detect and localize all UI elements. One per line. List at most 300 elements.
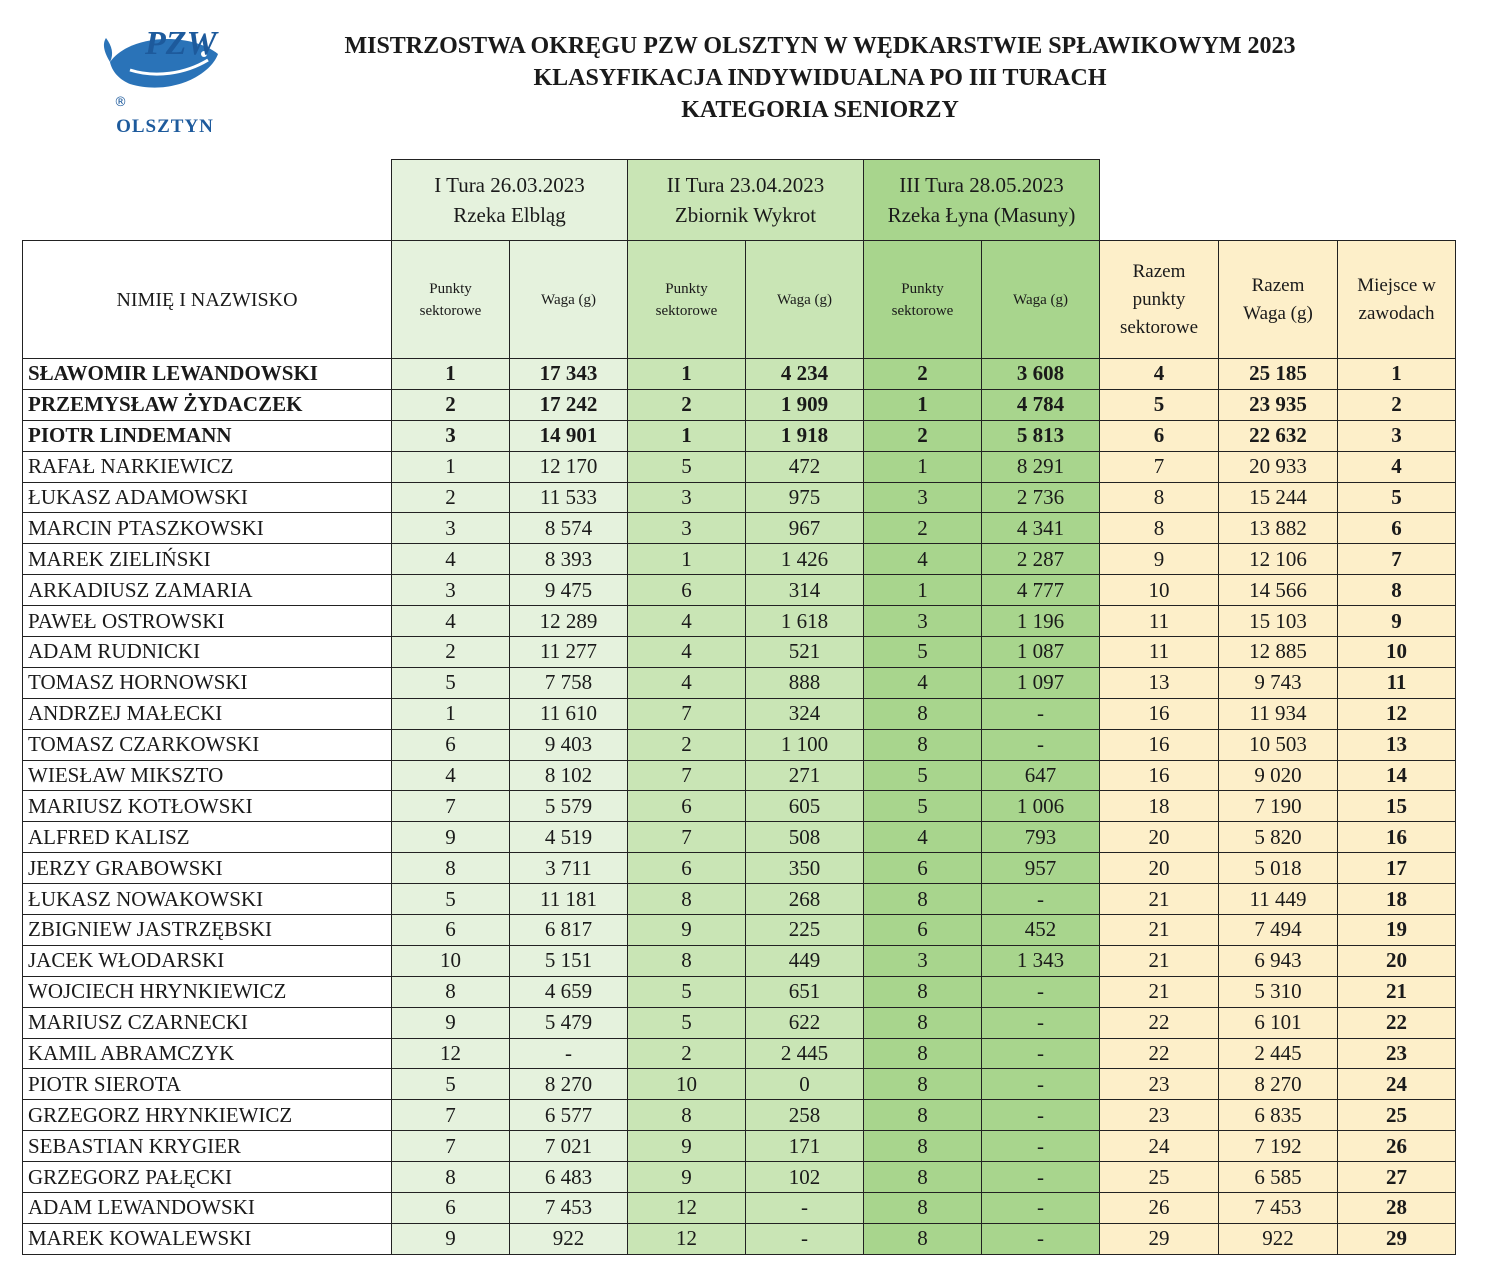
- tour-2-points: 3: [628, 482, 746, 513]
- total-points-header: Razem punkty sektorowe: [1100, 241, 1219, 359]
- total-weight: 6 835: [1219, 1100, 1338, 1131]
- place: 24: [1338, 1069, 1456, 1100]
- total-weight: 7 453: [1219, 1193, 1338, 1224]
- competitor-name: SŁAWOMIR LEWANDOWSKI: [23, 359, 392, 390]
- total-points: 22: [1100, 1007, 1219, 1038]
- table-row: [23, 1100, 1456, 1131]
- table-row: [23, 637, 1456, 668]
- table-row: [23, 698, 1456, 729]
- document-title: [250, 30, 1390, 126]
- tour-3-points: 8: [864, 1131, 982, 1162]
- tour-3-points: 2: [864, 513, 982, 544]
- total-weight: 9 743: [1219, 667, 1338, 698]
- tour-3-weight: 4 341: [982, 513, 1100, 544]
- tour-3-weight: 452: [982, 915, 1100, 946]
- total-points: 6: [1100, 420, 1219, 451]
- total-weight: 922: [1219, 1223, 1338, 1254]
- total-points: 16: [1100, 760, 1219, 791]
- total-weight: 22 632: [1219, 420, 1338, 451]
- tour-1-weight: 6 483: [510, 1162, 628, 1193]
- place: 19: [1338, 915, 1456, 946]
- table-row: [23, 1131, 1456, 1162]
- tour-2-points: 12: [628, 1193, 746, 1224]
- tour-1-header: I Tura 26.03.2023 Rzeka Elbląg: [392, 160, 628, 241]
- tour-3-points: 1: [864, 575, 982, 606]
- table-row: [23, 482, 1456, 513]
- fish-icon: [100, 14, 230, 114]
- tour-1-weight: 8 270: [510, 1069, 628, 1100]
- competitor-name: ZBIGNIEW JASTRZĘBSKI: [23, 915, 392, 946]
- tour-1-weight: 17 242: [510, 389, 628, 420]
- table-row: [23, 359, 1456, 390]
- place: 22: [1338, 1007, 1456, 1038]
- logo-city: OLSZTYN: [116, 116, 214, 137]
- results-table: [22, 159, 1456, 1255]
- total-points: 10: [1100, 575, 1219, 606]
- place: 14: [1338, 760, 1456, 791]
- total-points: 23: [1100, 1069, 1219, 1100]
- tour-1-weight: 9 403: [510, 729, 628, 760]
- place: 20: [1338, 945, 1456, 976]
- place: 27: [1338, 1162, 1456, 1193]
- total-weight: 6 585: [1219, 1162, 1338, 1193]
- tour-2-weight: 472: [746, 451, 864, 482]
- tour-2-weight: 225: [746, 915, 864, 946]
- competitor-name: SEBASTIAN KRYGIER: [23, 1131, 392, 1162]
- table-row: [23, 976, 1456, 1007]
- tour-1-points: 2: [392, 389, 510, 420]
- competitor-name: MARIUSZ KOTŁOWSKI: [23, 791, 392, 822]
- tour-2-points: 1: [628, 420, 746, 451]
- tour-3-weight: -: [982, 1223, 1100, 1254]
- tour-1-weight: 6 577: [510, 1100, 628, 1131]
- tour-3-points: 6: [864, 915, 982, 946]
- tour-3-weight: -: [982, 1038, 1100, 1069]
- tour-2-weight: 314: [746, 575, 864, 606]
- table-row: [23, 420, 1456, 451]
- tour-3-points: 8: [864, 976, 982, 1007]
- registered-mark: ®: [114, 95, 127, 110]
- total-points: 13: [1100, 667, 1219, 698]
- tour-3-weight: 793: [982, 822, 1100, 853]
- tour-3-points: 1: [864, 451, 982, 482]
- total-points: 9: [1100, 544, 1219, 575]
- total-points: 5: [1100, 389, 1219, 420]
- tour-2-points: 2: [628, 729, 746, 760]
- tour-3-weight: 2 736: [982, 482, 1100, 513]
- place: 7: [1338, 544, 1456, 575]
- competitor-name: MARCIN PTASZKOWSKI: [23, 513, 392, 544]
- table-row: [23, 451, 1456, 482]
- tour-3-points: 8: [864, 1007, 982, 1038]
- tour-2-weight: 622: [746, 1007, 864, 1038]
- tour-3-weight: -: [982, 1131, 1100, 1162]
- tour-3-weight: -: [982, 884, 1100, 915]
- tour-2-weight: 0: [746, 1069, 864, 1100]
- tour-1-points-header: Punkty sektorowe: [392, 241, 510, 359]
- tour-1-weight: 8 102: [510, 760, 628, 791]
- table-row: [23, 667, 1456, 698]
- competitor-name: ADAM RUDNICKI: [23, 637, 392, 668]
- table-row: [23, 1193, 1456, 1224]
- competitor-name: RAFAŁ NARKIEWICZ: [23, 451, 392, 482]
- tour-2-points: 10: [628, 1069, 746, 1100]
- tour-2-weight: 324: [746, 698, 864, 729]
- table-row: [23, 606, 1456, 637]
- place: 6: [1338, 513, 1456, 544]
- tour-2-points: 2: [628, 1038, 746, 1069]
- tour-3-points: 8: [864, 1069, 982, 1100]
- total-points: 29: [1100, 1223, 1219, 1254]
- tour-1-weight: 7 453: [510, 1193, 628, 1224]
- table-row: [23, 1007, 1456, 1038]
- place: 17: [1338, 853, 1456, 884]
- total-weight: 7 190: [1219, 791, 1338, 822]
- tour-1-points: 5: [392, 1069, 510, 1100]
- tour-2-weight: 4 234: [746, 359, 864, 390]
- tour-1-points: 8: [392, 1162, 510, 1193]
- tour-1-weight: 6 817: [510, 915, 628, 946]
- tour-2-weight: 605: [746, 791, 864, 822]
- tour-1-points: 7: [392, 1131, 510, 1162]
- tour-3-weight: 8 291: [982, 451, 1100, 482]
- tour-3-points-header: Punkty sektorowe: [864, 241, 982, 359]
- tour-2-weight: 1 909: [746, 389, 864, 420]
- tour-2-points: 4: [628, 667, 746, 698]
- tour-3-weight: -: [982, 1162, 1100, 1193]
- tour-1-weight: 5 479: [510, 1007, 628, 1038]
- tour-2-points: 8: [628, 945, 746, 976]
- total-weight: 13 882: [1219, 513, 1338, 544]
- total-points: 25: [1100, 1162, 1219, 1193]
- total-points: 21: [1100, 976, 1219, 1007]
- tour-1-weight: 8 574: [510, 513, 628, 544]
- tour-3-points: 8: [864, 1193, 982, 1224]
- total-weight: 9 020: [1219, 760, 1338, 791]
- tour-2-weight: 350: [746, 853, 864, 884]
- total-points: 8: [1100, 513, 1219, 544]
- table-row: [23, 1069, 1456, 1100]
- total-points: 23: [1100, 1100, 1219, 1131]
- name-column-header: NIMIĘ I NAZWISKO: [23, 241, 392, 359]
- tour-2-points: 4: [628, 606, 746, 637]
- total-weight: 6 101: [1219, 1007, 1338, 1038]
- tour-1-points: 9: [392, 1223, 510, 1254]
- tour-2-points: 6: [628, 791, 746, 822]
- tour-3-weight: -: [982, 1193, 1100, 1224]
- tour-2-points: 5: [628, 451, 746, 482]
- tour-1-points: 4: [392, 544, 510, 575]
- tour-2-weight: 271: [746, 760, 864, 791]
- competitor-name: ANDRZEJ MAŁECKI: [23, 698, 392, 729]
- place: 9: [1338, 606, 1456, 637]
- tour-3-weight: 4 784: [982, 389, 1100, 420]
- tour-3-weight: 1 343: [982, 945, 1100, 976]
- tour-3-weight: 1 087: [982, 637, 1100, 668]
- tour-3-points: 8: [864, 729, 982, 760]
- tour-3-weight: -: [982, 1100, 1100, 1131]
- tour-1-points: 2: [392, 637, 510, 668]
- tour-3-header: III Tura 28.05.2023 Rzeka Łyna (Masuny): [864, 160, 1100, 241]
- tour-1-points: 9: [392, 1007, 510, 1038]
- tour-2-points: 7: [628, 822, 746, 853]
- table-row: [23, 791, 1456, 822]
- tour-3-points: 4: [864, 544, 982, 575]
- tour-1-points: 8: [392, 853, 510, 884]
- tour-3-points: 8: [864, 1162, 982, 1193]
- tour-3-points: 8: [864, 1038, 982, 1069]
- tour-2-weight: -: [746, 1193, 864, 1224]
- table-row: [23, 915, 1456, 946]
- place: 28: [1338, 1193, 1456, 1224]
- total-points: 8: [1100, 482, 1219, 513]
- tour-1-weight: 7 758: [510, 667, 628, 698]
- competitor-name: GRZEGORZ HRYNKIEWICZ: [23, 1100, 392, 1131]
- tour-3-points: 3: [864, 606, 982, 637]
- competitor-name: WOJCIECH HRYNKIEWICZ: [23, 976, 392, 1007]
- total-weight: 11 934: [1219, 698, 1338, 729]
- total-points: 21: [1100, 945, 1219, 976]
- tour-2-points: 7: [628, 760, 746, 791]
- table-row: [23, 389, 1456, 420]
- total-points: 4: [1100, 359, 1219, 390]
- table-row: [23, 853, 1456, 884]
- tour-2-weight: 1 618: [746, 606, 864, 637]
- tour-1-weight: 11 533: [510, 482, 628, 513]
- tour-1-weight: 8 393: [510, 544, 628, 575]
- place: 26: [1338, 1131, 1456, 1162]
- tour-3-weight: -: [982, 698, 1100, 729]
- total-weight: 15 103: [1219, 606, 1338, 637]
- tour-1-points: 6: [392, 915, 510, 946]
- tour-1-points: 1: [392, 359, 510, 390]
- competitor-name: ARKADIUSZ ZAMARIA: [23, 575, 392, 606]
- tour-1-points: 8: [392, 976, 510, 1007]
- place: 5: [1338, 482, 1456, 513]
- tour-2-header: II Tura 23.04.2023 Zbiornik Wykrot: [628, 160, 864, 241]
- tour-3-weight: 2 287: [982, 544, 1100, 575]
- tour-2-weight: 508: [746, 822, 864, 853]
- total-points: 20: [1100, 853, 1219, 884]
- tour-1-weight: 12 289: [510, 606, 628, 637]
- tour-2-points: 4: [628, 637, 746, 668]
- place-header: Miejsce w zawodach: [1338, 241, 1456, 359]
- tour-2-weight: 1 426: [746, 544, 864, 575]
- tour-2-points: 2: [628, 389, 746, 420]
- place: 21: [1338, 976, 1456, 1007]
- tour-1-weight: 5 151: [510, 945, 628, 976]
- tour-2-weight: 268: [746, 884, 864, 915]
- competitor-name: PIOTR SIEROTA: [23, 1069, 392, 1100]
- tour-3-points: 8: [864, 884, 982, 915]
- competitor-name: KAMIL ABRAMCZYK: [23, 1038, 392, 1069]
- tour-2-points: 1: [628, 544, 746, 575]
- tour-1-points: 4: [392, 760, 510, 791]
- competitor-name: PRZEMYSŁAW ŻYDACZEK: [23, 389, 392, 420]
- total-points: 16: [1100, 729, 1219, 760]
- tour-2-points: 9: [628, 1131, 746, 1162]
- total-points: 7: [1100, 451, 1219, 482]
- tour-1-weight: 12 170: [510, 451, 628, 482]
- total-weight: 12 106: [1219, 544, 1338, 575]
- tour-3-weight: 1 006: [982, 791, 1100, 822]
- tour-3-points: 1: [864, 389, 982, 420]
- total-weight: 11 449: [1219, 884, 1338, 915]
- competitor-name: PAWEŁ OSTROWSKI: [23, 606, 392, 637]
- tour-1-points: 3: [392, 513, 510, 544]
- total-points: 16: [1100, 698, 1219, 729]
- total-weight: 7 494: [1219, 915, 1338, 946]
- tour-3-weight: -: [982, 1069, 1100, 1100]
- tour-2-points: 6: [628, 575, 746, 606]
- place: 10: [1338, 637, 1456, 668]
- header-spacer: [23, 160, 392, 241]
- tour-1-weight: 17 343: [510, 359, 628, 390]
- tour-1-weight: 14 901: [510, 420, 628, 451]
- table-row: [23, 1223, 1456, 1254]
- total-points: 11: [1100, 637, 1219, 668]
- competitor-name: ŁUKASZ ADAMOWSKI: [23, 482, 392, 513]
- total-points: 18: [1100, 791, 1219, 822]
- total-weight: 12 885: [1219, 637, 1338, 668]
- total-weight: 2 445: [1219, 1038, 1338, 1069]
- tour-2-points: 5: [628, 976, 746, 1007]
- tour-3-weight: 1 196: [982, 606, 1100, 637]
- tour-1-weight: 922: [510, 1223, 628, 1254]
- total-weight: 14 566: [1219, 575, 1338, 606]
- place: 13: [1338, 729, 1456, 760]
- competitor-name: WIESŁAW MIKSZTO: [23, 760, 392, 791]
- tour-2-weight: 449: [746, 945, 864, 976]
- total-weight-header: Razem Waga (g): [1219, 241, 1338, 359]
- tour-2-weight: 1 100: [746, 729, 864, 760]
- competitor-name: TOMASZ CZARKOWSKI: [23, 729, 392, 760]
- results-body: [23, 359, 1456, 1255]
- competitor-name: ALFRED KALISZ: [23, 822, 392, 853]
- place: 4: [1338, 451, 1456, 482]
- tour-1-weight: 11 277: [510, 637, 628, 668]
- total-weight: 7 192: [1219, 1131, 1338, 1162]
- competitor-name: ADAM LEWANDOWSKI: [23, 1193, 392, 1224]
- tour-3-points: 5: [864, 637, 982, 668]
- place: 18: [1338, 884, 1456, 915]
- tour-3-points: 8: [864, 1100, 982, 1131]
- title-line-1: MISTRZOSTWA OKRĘGU PZW OLSZTYN W WĘDKARSTWIE SPŁAWIKOWYM 2023: [344, 33, 1296, 59]
- tour-3-points: 8: [864, 698, 982, 729]
- tour-3-weight: -: [982, 729, 1100, 760]
- total-weight: 5 018: [1219, 853, 1338, 884]
- competitor-name: TOMASZ HORNOWSKI: [23, 667, 392, 698]
- tour-1-points: 1: [392, 451, 510, 482]
- tour-1-weight: 11 610: [510, 698, 628, 729]
- tour-1-weight: 11 181: [510, 884, 628, 915]
- title-line-3: KATEGORIA SENIORZY: [681, 97, 959, 123]
- place: 1: [1338, 359, 1456, 390]
- table-row: [23, 760, 1456, 791]
- tour-1-weight: 4 659: [510, 976, 628, 1007]
- total-points: 21: [1100, 915, 1219, 946]
- tour-3-points: 2: [864, 420, 982, 451]
- competitor-name: JACEK WŁODARSKI: [23, 945, 392, 976]
- tour-2-points: 12: [628, 1223, 746, 1254]
- place: 8: [1338, 575, 1456, 606]
- header-spacer-right: [1100, 160, 1456, 241]
- competitor-name: MAREK KOWALEWSKI: [23, 1223, 392, 1254]
- tour-1-points: 3: [392, 575, 510, 606]
- tour-3-weight: 957: [982, 853, 1100, 884]
- tour-2-points: 8: [628, 884, 746, 915]
- total-points: 22: [1100, 1038, 1219, 1069]
- total-weight: 8 270: [1219, 1069, 1338, 1100]
- total-weight: 5 820: [1219, 822, 1338, 853]
- tour-1-points: 10: [392, 945, 510, 976]
- table-row: [23, 729, 1456, 760]
- tour-2-weight: 967: [746, 513, 864, 544]
- total-points: 26: [1100, 1193, 1219, 1224]
- total-weight: 15 244: [1219, 482, 1338, 513]
- tour-2-points: 3: [628, 513, 746, 544]
- pzw-logo: [100, 14, 230, 139]
- total-points: 21: [1100, 884, 1219, 915]
- tour-3-points: 2: [864, 359, 982, 390]
- table-row: [23, 544, 1456, 575]
- table-row: [23, 513, 1456, 544]
- tour-2-weight: 975: [746, 482, 864, 513]
- tour-1-points: 5: [392, 667, 510, 698]
- tour-3-points: 3: [864, 482, 982, 513]
- place: 23: [1338, 1038, 1456, 1069]
- tour-2-points: 9: [628, 915, 746, 946]
- tour-1-points: 1: [392, 698, 510, 729]
- place: 16: [1338, 822, 1456, 853]
- table-row: [23, 884, 1456, 915]
- place: 15: [1338, 791, 1456, 822]
- tour-1-points: 7: [392, 791, 510, 822]
- tour-1-weight: 3 711: [510, 853, 628, 884]
- tour-3-weight-header: Waga (g): [982, 241, 1100, 359]
- tour-3-points: 5: [864, 791, 982, 822]
- tour-3-weight: -: [982, 976, 1100, 1007]
- tour-2-weight: -: [746, 1223, 864, 1254]
- tour-3-points: 4: [864, 667, 982, 698]
- competitor-name: PIOTR LINDEMANN: [23, 420, 392, 451]
- tour-1-points: 7: [392, 1100, 510, 1131]
- tour-1-weight: -: [510, 1038, 628, 1069]
- tour-2-weight-header: Waga (g): [746, 241, 864, 359]
- logo-mark: PZW: [145, 25, 217, 62]
- tour-1-points: 6: [392, 729, 510, 760]
- tour-1-points: 12: [392, 1038, 510, 1069]
- place: 3: [1338, 420, 1456, 451]
- tour-2-weight: 521: [746, 637, 864, 668]
- place: 12: [1338, 698, 1456, 729]
- tour-3-points: 5: [864, 760, 982, 791]
- title-line-2: KLASYFIKACJA INDYWIDUALNA PO III TURACH: [533, 65, 1107, 91]
- tour-2-points-header: Punkty sektorowe: [628, 241, 746, 359]
- tour-2-points: 7: [628, 698, 746, 729]
- total-weight: 5 310: [1219, 976, 1338, 1007]
- total-weight: 10 503: [1219, 729, 1338, 760]
- place: 11: [1338, 667, 1456, 698]
- total-weight: 20 933: [1219, 451, 1338, 482]
- table-row: [23, 575, 1456, 606]
- tour-3-weight: 5 813: [982, 420, 1100, 451]
- tour-3-points: 8: [864, 1223, 982, 1254]
- tour-3-weight: 3 608: [982, 359, 1100, 390]
- tour-2-weight: 171: [746, 1131, 864, 1162]
- tour-3-points: 4: [864, 822, 982, 853]
- tour-1-points: 3: [392, 420, 510, 451]
